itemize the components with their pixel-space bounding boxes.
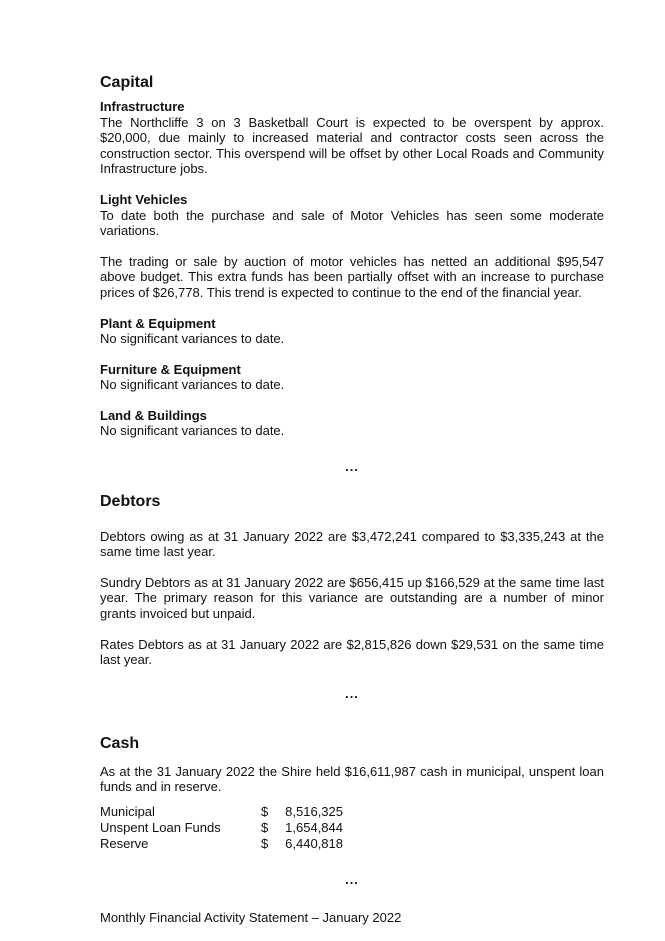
plant-equipment-heading: Plant & Equipment <box>100 316 216 331</box>
cash-currency: $ <box>261 820 269 835</box>
cash-text: As at the 31 January 2022 the Shire held $16,611,987 cash in municipal, unspent loan funds and in reserve. <box>100 764 604 795</box>
infrastructure-text: The Northcliffe 3 on 3 Basketball Court is expected to be overspent by approx. $20,000, due mainly to increased material and contractor costs seen across the construction sector. This overspend will be offset by other Local Roads and Community Infrastructure jobs. <box>100 115 604 177</box>
cash-label: Municipal <box>100 804 155 819</box>
debtors-text-1: Debtors owing as at 31 January 2022 are $3,472,241 compared to $3,335,243 at the same time last year. <box>100 529 604 560</box>
debtors-heading: Debtors <box>100 493 161 510</box>
infrastructure-heading: Infrastructure <box>100 99 185 114</box>
light-vehicles-text-2: The trading or sale by auction of motor vehicles has netted an additional $95,547 above budget. This extra funds has been partially offset with an increase to purchase prices of $26,778. This trend is expected to continue to the end of the financial year. <box>100 254 604 300</box>
section-separator: ... <box>345 686 359 701</box>
cash-row-reserve <box>100 836 360 852</box>
cash-currency: $ <box>261 804 269 819</box>
cash-row-municipal <box>100 804 360 820</box>
cash-label: Reserve <box>100 836 149 851</box>
section-separator: ... <box>345 872 359 887</box>
cash-currency: $ <box>261 836 269 851</box>
cash-amount: 1,654,844 <box>285 820 343 835</box>
debtors-text-2: Sundry Debtors as at 31 January 2022 are $656,415 up $166,529 at the same time last year. The primary reason for this variance are outstanding are a number of minor grants invoiced but unpaid. <box>100 575 604 621</box>
light-vehicles-text-1: To date both the purchase and sale of Motor Vehicles has seen some moderate variations. <box>100 208 604 239</box>
plant-equipment-text: No significant variances to date. <box>100 331 285 346</box>
cash-row-unspent-loan-funds <box>100 820 360 836</box>
furniture-equipment-text: No significant variances to date. <box>100 377 285 392</box>
furniture-equipment-heading: Furniture & Equipment <box>100 362 241 377</box>
section-separator: ... <box>345 459 359 474</box>
cash-amount: 6,440,818 <box>285 836 343 851</box>
page-footer: Monthly Financial Activity Statement – January 2022 <box>100 910 402 925</box>
light-vehicles-heading: Light Vehicles <box>100 192 188 207</box>
land-buildings-heading: Land & Buildings <box>100 408 207 423</box>
debtors-text-3: Rates Debtors as at 31 January 2022 are $2,815,826 down $29,531 on the same time last year. <box>100 637 604 668</box>
cash-heading: Cash <box>100 735 140 752</box>
land-buildings-text: No significant variances to date. <box>100 423 285 438</box>
cash-label: Unspent Loan Funds <box>100 820 221 835</box>
capital-heading: Capital <box>100 74 154 91</box>
cash-amount: 8,516,325 <box>285 804 343 819</box>
